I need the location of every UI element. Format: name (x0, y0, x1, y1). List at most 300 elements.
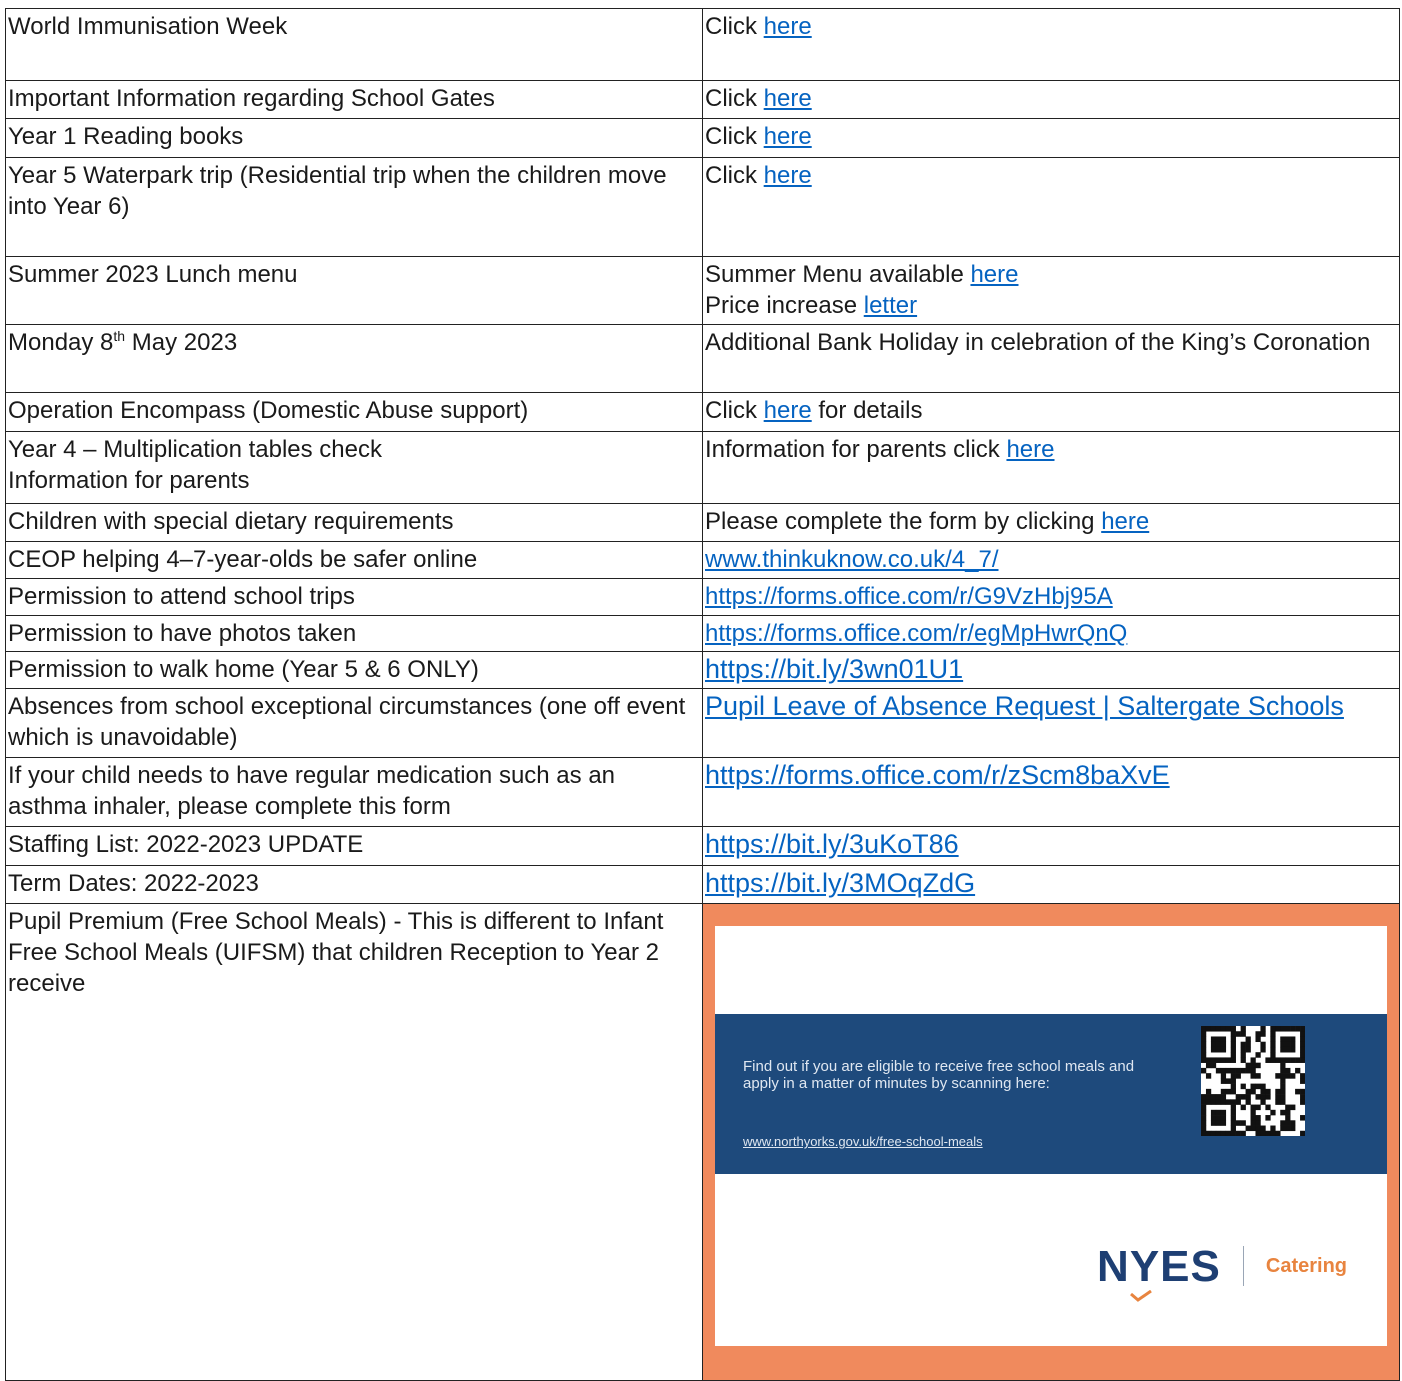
medication-form-link[interactable]: https://forms.office.com/r/zScm8baXvE (705, 760, 1170, 790)
qr-module (1260, 1042, 1265, 1048)
qr-module (1270, 1052, 1275, 1058)
qr-module (1275, 1026, 1280, 1032)
qr-module (1246, 1036, 1251, 1042)
qr-module (1285, 1105, 1290, 1111)
qr-module (1216, 1036, 1221, 1042)
price-letter-link[interactable]: letter (863, 292, 918, 319)
row-value: Click here (703, 9, 1400, 81)
qr-module (1226, 1089, 1231, 1095)
qr-module (1270, 1126, 1275, 1132)
here-link[interactable]: here (763, 162, 812, 189)
qr-module (1300, 1078, 1305, 1084)
qr-module (1280, 1110, 1285, 1116)
poster-band (715, 1014, 1387, 1174)
qr-module (1300, 1073, 1305, 1079)
qr-module (1231, 1042, 1236, 1048)
qr-module (1270, 1057, 1275, 1063)
qr-module (1300, 1094, 1305, 1100)
qr-module (1280, 1126, 1285, 1132)
qr-module (1241, 1026, 1246, 1032)
qr-module (1231, 1110, 1236, 1116)
qr-module (1290, 1047, 1295, 1053)
qr-module (1255, 1094, 1260, 1100)
row-value (703, 866, 1400, 904)
logo-text: NYES (1097, 1241, 1221, 1291)
row-label: Term Dates: 2022-2023 (6, 866, 703, 904)
table-row (6, 432, 1400, 504)
qr-module (1280, 1036, 1285, 1042)
qr-module (1295, 1026, 1300, 1032)
qr-module (1201, 1099, 1206, 1105)
row-value (703, 689, 1400, 758)
qr-module (1231, 1031, 1236, 1037)
row-value: Click here (703, 158, 1400, 257)
qr-module (1295, 1089, 1300, 1095)
leave-of-absence-link[interactable]: Pupil Leave of Absence Request | Saltergate Schools (705, 691, 1344, 721)
qr-module (1211, 1047, 1216, 1053)
qr-module (1251, 1057, 1256, 1063)
qr-module (1216, 1099, 1221, 1105)
qr-module (1255, 1131, 1260, 1136)
qr-module (1236, 1099, 1241, 1105)
qr-module (1246, 1042, 1251, 1048)
table-row (6, 652, 1400, 689)
tick-icon (1130, 1290, 1152, 1302)
row-label: Permission to attend school trips (6, 579, 703, 616)
free-school-meals-poster (703, 904, 1400, 1380)
qr-module (1280, 1089, 1285, 1095)
qr-module (1290, 1073, 1295, 1079)
qr-module (1270, 1131, 1275, 1136)
qr-module (1201, 1026, 1206, 1032)
table-row (6, 504, 1400, 542)
staffing-list-link[interactable]: https://bit.ly/3uKoT86 (705, 829, 959, 859)
qr-module (1206, 1026, 1211, 1032)
qr-module (1201, 1068, 1206, 1074)
qr-module (1255, 1063, 1260, 1069)
qr-module (1221, 1068, 1226, 1074)
qr-module (1251, 1063, 1256, 1069)
qr-module (1221, 1131, 1226, 1136)
qr-module (1221, 1057, 1226, 1063)
qr-module (1260, 1084, 1265, 1090)
qr-module (1255, 1084, 1260, 1090)
qr-module (1260, 1099, 1265, 1105)
qr-module (1236, 1094, 1241, 1100)
row-label: Operation Encompass (Domestic Abuse support) (6, 393, 703, 432)
qr-module (1216, 1047, 1221, 1053)
qr-module (1275, 1057, 1280, 1063)
qr-module (1260, 1047, 1265, 1053)
qr-module (1265, 1131, 1270, 1136)
qr-module (1295, 1068, 1300, 1074)
qr-module (1280, 1120, 1285, 1126)
here-link[interactable]: here (1101, 508, 1150, 535)
qr-module (1255, 1031, 1260, 1037)
information-table (5, 8, 1400, 1381)
qr-module (1221, 1099, 1226, 1105)
qr-module (1206, 1073, 1211, 1079)
qr-module (1236, 1131, 1241, 1136)
qr-module (1246, 1094, 1251, 1100)
qr-module (1241, 1057, 1246, 1063)
qr-module (1270, 1026, 1275, 1032)
thinkuknow-link[interactable]: www.thinkuknow.co.uk/4_7/ (705, 546, 999, 573)
qr-module (1280, 1099, 1285, 1105)
row-value (703, 904, 1400, 1381)
qr-module (1221, 1089, 1226, 1095)
qr-module (1251, 1120, 1256, 1126)
row-label: Year 4 – Multiplication tables check Information for parents (6, 432, 703, 504)
table-row (6, 158, 1400, 257)
table-row (6, 689, 1400, 758)
qr-module (1231, 1115, 1236, 1121)
qr-module (1241, 1120, 1246, 1126)
qr-module (1216, 1110, 1221, 1116)
qr-module (1231, 1120, 1236, 1126)
row-value: Additional Bank Holiday in celebration of the King’s Coronation (703, 325, 1400, 393)
row-label: World Immunisation Week (6, 9, 703, 81)
qr-module (1246, 1068, 1251, 1074)
qr-module (1265, 1089, 1270, 1095)
qr-module (1290, 1120, 1295, 1126)
qr-module (1201, 1052, 1206, 1058)
row-label: Permission to walk home (Year 5 & 6 ONLY) (6, 652, 703, 689)
row-label: Permission to have photos taken (6, 616, 703, 652)
qr-module (1231, 1052, 1236, 1058)
qr-module (1246, 1047, 1251, 1053)
qr-module (1260, 1031, 1265, 1037)
here-link[interactable]: here (763, 397, 812, 424)
qr-module (1265, 1115, 1270, 1121)
qr-module (1226, 1078, 1231, 1084)
qr-module (1211, 1131, 1216, 1136)
qr-module (1226, 1099, 1231, 1105)
qr-module (1231, 1036, 1236, 1042)
term-dates-link[interactable]: https://bit.ly/3MOqZdG (705, 868, 976, 898)
row-label: Year 5 Waterpark trip (Residential trip when the children move into Year 6) (6, 158, 703, 257)
qr-module (1211, 1094, 1216, 1100)
qr-module (1251, 1089, 1256, 1095)
qr-module (1231, 1057, 1236, 1063)
qr-module (1201, 1126, 1206, 1132)
qr-module (1246, 1089, 1251, 1095)
qr-module (1201, 1094, 1206, 1100)
qr-module (1221, 1026, 1226, 1032)
qr-module (1285, 1068, 1290, 1074)
qr-module (1221, 1047, 1226, 1053)
row-value (703, 542, 1400, 579)
qr-module (1241, 1047, 1246, 1053)
qr-module (1260, 1126, 1265, 1132)
qr-module (1295, 1057, 1300, 1063)
qr-module (1201, 1105, 1206, 1111)
qr-module (1231, 1099, 1236, 1105)
qr-module (1201, 1042, 1206, 1048)
qr-module (1280, 1057, 1285, 1063)
qr-module (1236, 1073, 1241, 1079)
qr-module (1265, 1057, 1270, 1063)
qr-module (1211, 1026, 1216, 1032)
row-value (703, 652, 1400, 689)
qr-module (1300, 1052, 1305, 1058)
qr-module (1270, 1036, 1275, 1042)
qr-module (1275, 1094, 1280, 1100)
table-row (6, 827, 1400, 866)
qr-module (1300, 1115, 1305, 1121)
lunch-menu-link[interactable]: here (970, 261, 1019, 288)
qr-module (1211, 1036, 1216, 1042)
qr-module (1285, 1073, 1290, 1079)
qr-module (1231, 1047, 1236, 1053)
qr-module (1300, 1042, 1305, 1048)
qr-module (1275, 1073, 1280, 1079)
qr-module (1280, 1026, 1285, 1032)
qr-module (1290, 1042, 1295, 1048)
qr-module (1285, 1036, 1290, 1042)
qr-module (1255, 1105, 1260, 1111)
qr-module (1211, 1063, 1216, 1069)
row-value: Summer Menu available here Price increase letter (703, 257, 1400, 325)
qr-module (1216, 1094, 1221, 1100)
qr-module (1231, 1073, 1236, 1079)
qr-module (1300, 1131, 1305, 1136)
table-row (6, 325, 1400, 393)
row-value: Click here (703, 81, 1400, 119)
row-value (703, 758, 1400, 827)
qr-module (1231, 1068, 1236, 1074)
qr-module (1216, 1131, 1221, 1136)
qr-module (1270, 1042, 1275, 1048)
qr-module (1216, 1068, 1221, 1074)
qr-module (1285, 1026, 1290, 1032)
qr-module (1300, 1089, 1305, 1095)
qr-module (1221, 1042, 1226, 1048)
qr-module (1211, 1110, 1216, 1116)
qr-module (1216, 1115, 1221, 1121)
qr-module (1211, 1042, 1216, 1048)
qr-module (1290, 1026, 1295, 1032)
qr-module (1280, 1084, 1285, 1090)
qr-module (1280, 1094, 1285, 1100)
table-row (6, 257, 1400, 325)
qr-module (1201, 1131, 1206, 1136)
here-link[interactable]: here (763, 85, 812, 112)
qr-module (1270, 1047, 1275, 1053)
table-row (6, 9, 1400, 81)
row-value (703, 616, 1400, 652)
row-label: Staffing List: 2022-2023 UPDATE (6, 827, 703, 866)
qr-module (1280, 1042, 1285, 1048)
walk-home-link[interactable]: https://bit.ly/3wn01U1 (705, 654, 964, 684)
qr-module (1211, 1120, 1216, 1126)
qr-module (1231, 1126, 1236, 1132)
qr-module (1221, 1120, 1226, 1126)
qr-module (1270, 1110, 1275, 1116)
qr-module (1241, 1068, 1246, 1074)
table-row (6, 81, 1400, 119)
qr-module (1246, 1063, 1251, 1069)
row-value: Information for parents click here (703, 432, 1400, 504)
poster-text: Find out if you are eligible to receive free school meals and apply in a matter of minutes by scanning here: (743, 1058, 1135, 1092)
qr-module (1201, 1036, 1206, 1042)
qr-module (1270, 1031, 1275, 1037)
qr-module (1241, 1094, 1246, 1100)
qr-module (1236, 1031, 1241, 1037)
here-link[interactable]: here (1006, 436, 1055, 463)
qr-module (1221, 1110, 1226, 1116)
qr-module (1201, 1057, 1206, 1063)
qr-module (1241, 1131, 1246, 1136)
photos-form-link[interactable]: https://forms.office.com/r/egMpHwrQnQ (705, 620, 1128, 647)
qr-module (1275, 1099, 1280, 1105)
qr-module (1236, 1068, 1241, 1074)
qr-module (1236, 1120, 1241, 1126)
qr-module (1251, 1068, 1256, 1074)
qr-module (1221, 1094, 1226, 1100)
qr-module (1300, 1031, 1305, 1037)
qr-module (1226, 1026, 1231, 1032)
qr-module (1275, 1131, 1280, 1136)
qr-module (1206, 1099, 1211, 1105)
row-label: Monday 8th May 2023 (6, 325, 703, 393)
qr-module (1206, 1057, 1211, 1063)
logo-divider (1243, 1246, 1244, 1286)
qr-module (1255, 1036, 1260, 1042)
nyes-logo (1097, 1241, 1347, 1291)
qr-module (1290, 1126, 1295, 1132)
row-label: Absences from school exceptional circumstances (one off event which is unavoidable) (6, 689, 703, 758)
row-label: Summer 2023 Lunch menu (6, 257, 703, 325)
qr-module (1251, 1073, 1256, 1079)
table-row (6, 119, 1400, 158)
qr-module (1300, 1047, 1305, 1053)
table-row (6, 616, 1400, 652)
qr-module (1280, 1068, 1285, 1074)
qr-module (1201, 1047, 1206, 1053)
qr-module (1265, 1105, 1270, 1111)
table-row (6, 758, 1400, 827)
qr-module (1255, 1073, 1260, 1079)
qr-module (1226, 1131, 1231, 1136)
row-value: Click here for details (703, 393, 1400, 432)
row-label: If your child needs to have regular medication such as an asthma inhaler, please complete this form (6, 758, 703, 827)
qr-module (1221, 1115, 1226, 1121)
qr-module (1280, 1073, 1285, 1079)
qr-module (1251, 1105, 1256, 1111)
qr-module (1255, 1115, 1260, 1121)
qr-module (1300, 1099, 1305, 1105)
qr-module (1241, 1052, 1246, 1058)
qr-module (1206, 1131, 1211, 1136)
poster-card (715, 926, 1387, 1346)
qr-module (1251, 1110, 1256, 1116)
qr-module (1206, 1089, 1211, 1095)
poster-url[interactable]: www.northyorks.gov.uk/free-school-meals (743, 1134, 983, 1149)
qr-module (1211, 1115, 1216, 1121)
qr-module (1260, 1089, 1265, 1095)
qr-module (1211, 1099, 1216, 1105)
qr-module (1201, 1031, 1206, 1037)
table-row (6, 579, 1400, 616)
qr-module (1246, 1099, 1251, 1105)
qr-module (1246, 1126, 1251, 1132)
qr-module (1260, 1131, 1265, 1136)
school-trips-form-link[interactable]: https://forms.office.com/r/G9VzHbj95A (705, 583, 1113, 610)
table-row (6, 542, 1400, 579)
qr-module (1251, 1126, 1256, 1132)
qr-module (1300, 1036, 1305, 1042)
table-row (6, 393, 1400, 432)
qr-module (1216, 1042, 1221, 1048)
qr-module (1211, 1057, 1216, 1063)
row-label: Important Information regarding School Gates (6, 81, 703, 119)
qr-module (1255, 1126, 1260, 1132)
qr-module (1300, 1026, 1305, 1032)
qr-module (1260, 1094, 1265, 1100)
qr-module (1231, 1131, 1236, 1136)
row-label: Year 1 Reading books (6, 119, 703, 158)
qr-module (1226, 1057, 1231, 1063)
qr-module (1216, 1120, 1221, 1126)
here-link[interactable]: here (763, 123, 812, 150)
qr-module (1206, 1063, 1211, 1069)
qr-module (1300, 1057, 1305, 1063)
qr-module (1290, 1036, 1295, 1042)
table-row (6, 866, 1400, 904)
row-label: CEOP helping 4–7-year-olds be safer online (6, 542, 703, 579)
qr-module (1241, 1084, 1246, 1090)
qr-module (1241, 1042, 1246, 1048)
row-label: Children with special dietary requirements (6, 504, 703, 542)
qr-module (1216, 1057, 1221, 1063)
qr-module (1231, 1026, 1236, 1032)
qr-module (1285, 1110, 1290, 1116)
qr-module (1221, 1036, 1226, 1042)
row-label: Pupil Premium (Free School Meals) - This is different to Infant Free School Meals (UIFSM) that children Reception to Year 2 receive (6, 904, 703, 1381)
qr-module (1265, 1094, 1270, 1100)
qr-module (1216, 1026, 1221, 1032)
qr-module (1221, 1078, 1226, 1084)
qr-code-icon[interactable] (1201, 1026, 1305, 1136)
row-value (703, 827, 1400, 866)
table-row (6, 904, 1400, 1381)
row-value: Click here (703, 119, 1400, 158)
qr-module (1231, 1105, 1236, 1111)
qr-module (1231, 1078, 1236, 1084)
here-link[interactable]: here (763, 13, 812, 40)
qr-module (1255, 1120, 1260, 1126)
row-value (703, 579, 1400, 616)
qr-module (1221, 1073, 1226, 1079)
qr-module (1285, 1120, 1290, 1126)
qr-module (1275, 1089, 1280, 1095)
qr-module (1251, 1084, 1256, 1090)
qr-module (1201, 1110, 1206, 1116)
qr-module (1231, 1084, 1236, 1090)
qr-module (1251, 1115, 1256, 1121)
qr-module (1280, 1078, 1285, 1084)
qr-module (1290, 1057, 1295, 1063)
qr-module (1241, 1031, 1246, 1037)
qr-module (1285, 1126, 1290, 1132)
qr-module (1201, 1120, 1206, 1126)
qr-module (1280, 1047, 1285, 1053)
qr-module (1260, 1026, 1265, 1032)
qr-module (1226, 1068, 1231, 1074)
qr-module (1285, 1047, 1290, 1053)
qr-module (1290, 1105, 1295, 1111)
